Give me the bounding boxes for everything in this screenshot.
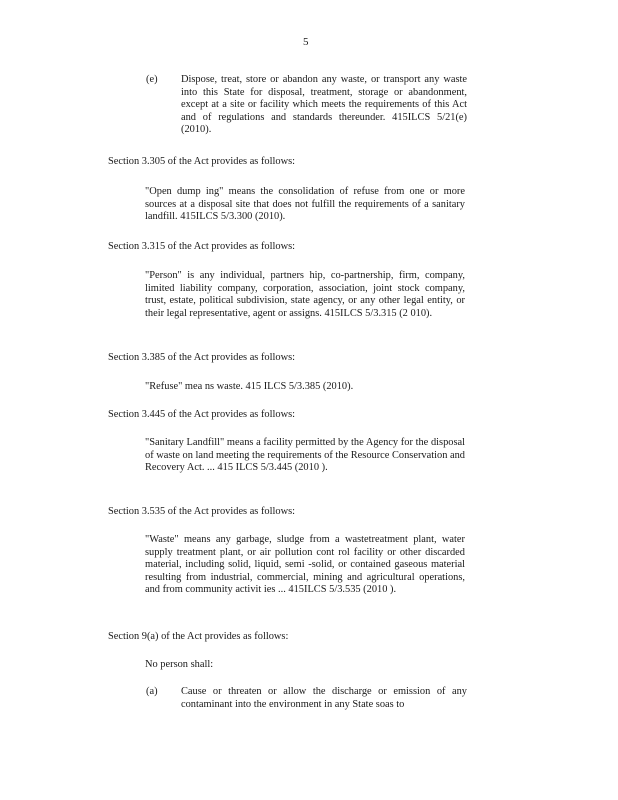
list-item-text: Cause or threaten or allow the discharge or emission of any contaminant into the environment in any State soas to [181,686,467,710]
definition-quote: "Person" is any individual, partners hip, co-partnership, firm, company, limited liability company, corporation, association, joint stock company, trust, estate, political subdivision, state agency, or any other legal entity, or their legal representative, agent or assigns. 415ILCS 5/3.315 (2 010). [145,270,465,319]
section-heading: Section 3.385 of the Act provides as follows: [108,352,296,363]
section-heading: Section 3.315 of the Act provides as follows: [108,241,296,252]
section-heading: Section 3.445 of the Act provides as follows: [108,409,296,420]
definition-quote: "Waste" means any garbage, sludge from a wastetreatment plant, water supply treatment plant, or air pollution cont rol facility or other discarded material, including solid, liquid, semi -solid, or contained gaseous material resulting from industrial, commercial, mining and agricultural operations, and from community activit ies ... 415ILCS 5/3.535 (2010 ). [145,534,465,596]
list-item-letter: (a) [146,686,158,697]
page-number: 5 [303,36,309,48]
list-item-text: Dispose, treat, store or abandon any waste, or transport any waste into this State for disposal, treatment, storage or abandonment, except at a site or facility which meets the requirements of this Act and of regulations and standards thereunder. 415ILCS 5/21(e) (2010). [181,74,467,136]
section-heading: Section 3.535 of the Act provides as follows: [108,506,296,517]
definition-quote: "Open dump ing" means the consolidation of refuse from one or more sources at a disposal site that does not fulfill the requirements of a sanitary landfill. 415ILCS 5/3.300 (2010). [145,186,465,223]
section-heading: Section 9(a) of the Act provides as follows: [108,631,289,642]
list-item-letter: (e) [146,74,158,85]
section-text: No person shall: [145,659,214,670]
section-heading: Section 3.305 of the Act provides as follows: [108,156,296,167]
definition-quote: "Sanitary Landfill" means a facility permitted by the Agency for the disposal of waste on land meeting the requirements of the Resource Conservation and Recovery Act. ... 415 ILCS 5/3.445 (2010 ). [145,437,465,474]
definition-quote: "Refuse" mea ns waste. 415 ILCS 5/3.385 (2010). [145,381,354,392]
